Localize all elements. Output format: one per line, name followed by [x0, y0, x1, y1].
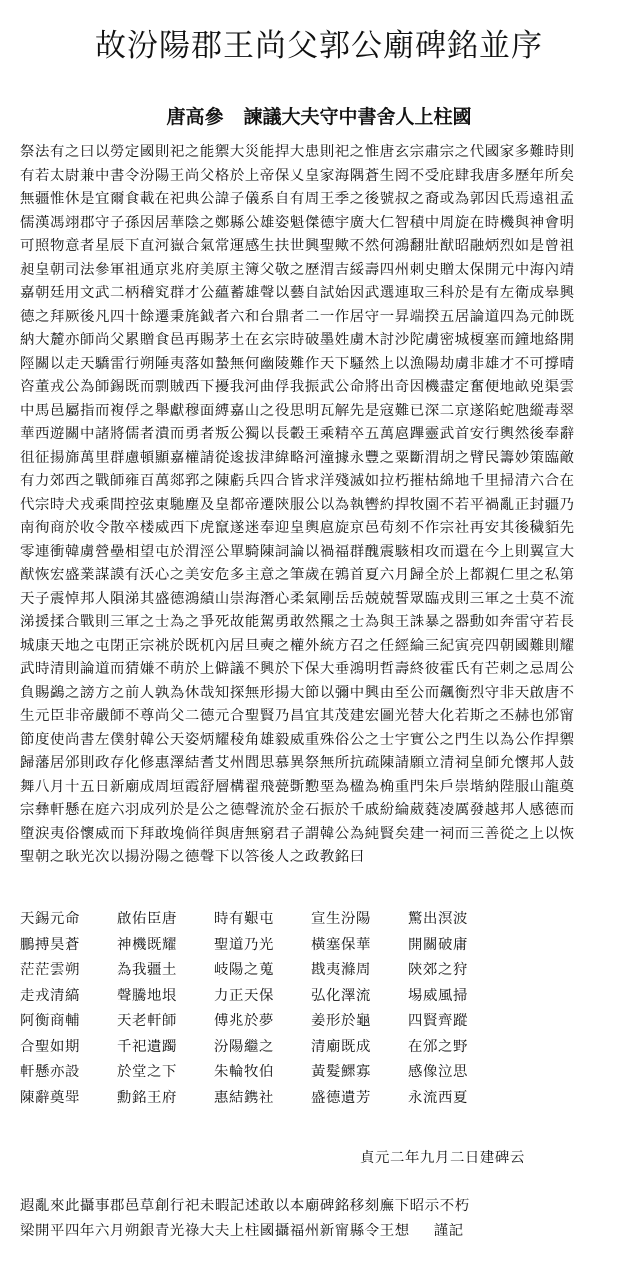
- preface-line: 咨董戎公為師錫既而剽賊西下擾我河曲俘我振武公命將出奇因機盡定奮便地畝兇渠雲: [20, 379, 575, 395]
- verse-phrase: 時有艱屯: [214, 911, 274, 927]
- author-line: [0, 102, 638, 132]
- verse-phrase: 岐陽之蒐: [214, 962, 274, 978]
- verse-phrase: 鵬搏昊蒼: [20, 936, 80, 953]
- verse-phrase: 四賢齊蹤: [408, 1013, 468, 1029]
- colophon-line: 遐亂來此攝事郡邑草創行祀未暇記述敢以本廟碑銘移刻廡下昭示不朽: [20, 1198, 470, 1214]
- verse-phrase: 戡夷滌周: [311, 962, 371, 978]
- verse-phrase: 千祀遺躅: [117, 1038, 177, 1055]
- verse-row: [20, 958, 620, 984]
- inscription-verse: [20, 907, 620, 1111]
- verse-phrase: 姜形於龜: [311, 1013, 371, 1029]
- preface-line: 納大麓亦師尚父累贈食邑再賜茅土在玄宗時破墨姓虜木討沙陀虜密城榎塞而鐘地絡開: [20, 332, 575, 348]
- verse-phrase: 埸威風掃: [408, 987, 468, 1004]
- preface-line: 可照物意者星辰下直河嶽合氣常運感生扶世興聖歟不然何鴻翻壯猷昭融炳烈如是曾祖: [20, 238, 575, 254]
- verse-phrase: 陝郊之狩: [408, 962, 468, 978]
- verse-row: [20, 1086, 620, 1112]
- preface-line: 德之拜厥後凡四十餘遷秉旄鉞者六和台鼎者二一作居守一昇端揆五居論道四為元帥既: [20, 308, 575, 325]
- verse-phrase: 黃髮鰥寡: [311, 1064, 371, 1080]
- verse-row: [20, 1035, 620, 1061]
- verse-phrase: 感像泣思: [408, 1064, 468, 1080]
- verse-phrase: 走戎清縞: [20, 987, 80, 1004]
- verse-phrase: 軒懸亦設: [20, 1064, 80, 1080]
- verse-phrase: 永流西夏: [408, 1089, 468, 1106]
- preface-text: [20, 141, 620, 870]
- preface-line: 猷恢宏盛業謀謨有沃心之美安危多主意之筆歲在鶉首夏六月歸全於上都親仁里之私第: [20, 567, 575, 583]
- verse-row: [20, 907, 620, 933]
- verse-phrase: 宣生汾陽: [311, 911, 371, 927]
- preface-line: 舞八月十五日新廟成周垣霞舒層構翟飛甍斲懃堊為楹為桷重門朱戶崇堦納陛服山龍奠: [20, 778, 575, 795]
- preface-line: 武時清則論道而猜嫌不萌於上僻議不興於下保大垂鴻明哲壽終彼霍氏有芒刺之忌周公: [20, 661, 575, 677]
- preface-line: 聖朝之耿光次以揚汾陽之德聲下以答後人之政教銘曰: [20, 849, 365, 865]
- preface-line: 墮涙夷俗懷威而下拜敢堍倘徉與唐無窮君子謂韓公為純賢矣建一祠而三善從之上以恢: [20, 825, 575, 842]
- preface-line: 無疆惟休是宜爾食載在祀典公諱子儀系自有周王季之後號叔之裔或為郭因氏焉遠祖孟: [20, 191, 575, 207]
- verse-phrase: 開關破庸: [408, 936, 468, 953]
- verse-phrase: 橫塞保華: [311, 936, 371, 953]
- preface-line: 宗彝軒懸在庭六羽成列於是公之德聲流於金石振於千戚紛綸葳蕤凌厲發越邦人感德而: [20, 802, 575, 818]
- verse-phrase: 朱輪牧伯: [214, 1064, 274, 1080]
- preface-line: 有若太尉兼中書令汾陽王尚父格於上帝保乂皇家海隅蒼生罔不受庇肆我唐多歷年所矣: [20, 167, 575, 184]
- verse-phrase: 弘化澤流: [311, 987, 371, 1004]
- page-title: 故汾陽郡王尚父郭公廟碑銘並序: [95, 28, 543, 64]
- colophon: [20, 1194, 620, 1244]
- preface-line: 徂征揚旆萬里群慮頓顯嘉權請從逡拔津緯略河潼據永豐之粟斷渭胡之臂民籌妙策臨敵: [20, 449, 575, 466]
- verse-phrase: 為我疆土: [117, 962, 177, 978]
- verse-phrase: 驚出溟波: [408, 911, 468, 927]
- verse-phrase: 汾陽繼之: [214, 1038, 274, 1055]
- author-name: 唐高參: [166, 106, 224, 128]
- verse-phrase: 聲騰地垠: [117, 987, 177, 1004]
- verse-phrase: 天錫元命: [20, 911, 80, 927]
- verse-phrase: 啟佑臣唐: [117, 911, 177, 927]
- verse-phrase: 聖道乃光: [214, 936, 274, 953]
- verse-phrase: 力正天保: [214, 987, 274, 1004]
- preface-line: 天子震悼邦人隕涕其盛德鴻績山崇海潛心柔氣剛岳岳兢兢誓眾臨戎則三軍之士莫不流: [20, 590, 575, 607]
- verse-row: [20, 984, 620, 1010]
- verse-phrase: 清廟既成: [311, 1038, 371, 1055]
- preface-line: 代宗時犬戎乘間控弦東馳塵及皇都帝遷陝服公以為執轡約捍牧園不若平禍亂正封疆乃: [20, 496, 575, 513]
- verse-phrase: 天老軒師: [117, 1013, 177, 1029]
- verse-phrase: 傅兆於夢: [214, 1013, 274, 1029]
- preface-line: 陘關以走天驕雷行朔陲夷落如蟄無何幽陵難作天下騷然上以漁陽劫虜非雄才不可撐晴: [20, 355, 575, 372]
- preface-line: 祭法有之曰以勞定國則祀之能禦大災能捍大患則祀之惟唐玄宗肅宗之代國家多難時則: [20, 144, 575, 160]
- preface-line: 南徇商於收令散卒楼威西下虎竄遂迷奉迎皇輿扈旋京邑苟刻不作宗社再安其後穢貊先: [20, 520, 575, 536]
- verse-phrase: 於堂之下: [117, 1064, 177, 1080]
- verse-phrase: 惠結鎸社: [214, 1089, 274, 1106]
- preface-line: 節度使尚書左僕射韓公天姿炳耀稜角雄毅威重殊俗公之士宇實公之門生以為公作捍禦: [20, 731, 575, 748]
- verse-phrase: 阿衡商輔: [20, 1013, 80, 1029]
- colophon-author: 梁開平四年六月朔銀青光祿大夫上柱國攝福州新甯縣令王想: [20, 1223, 410, 1239]
- preface-line: 涕援揉合戰則三軍之士為之爭死故能駕勇敢然羆之士為與王誅暴之器動如奔雷守若長: [20, 614, 575, 630]
- preface-line: 城康天地之屯閉正宗祧於既杌內居旦奭之權外統方召之任經綸三紀寅亮四朝國難則耀: [20, 637, 575, 654]
- preface-line: 中馬邑屬指而複俘之舉獻穆面縛嘉山之役思明瓦解先是寇難已深二京遂陷蛇虺縱毒翠: [20, 402, 575, 419]
- verse-phrase: 神機既耀: [117, 936, 177, 953]
- verse-phrase: 勳銘王府: [117, 1089, 177, 1106]
- preface-line: 有力郊西之戰師雍百萬郯郛之陳虧兵四合皆求洋殘滅如拉朽摧枯綿地千里掃清六合在: [20, 473, 575, 489]
- preface-line: 負賜鷁之謗方之前人孰為休哉知探無形揚大節以彌中興由至公而飆衡烈守非天啟唐不: [20, 684, 575, 701]
- colophon-line: [20, 1219, 620, 1244]
- verse-row: [20, 1009, 620, 1035]
- verse-row: [20, 1060, 620, 1086]
- verse-phrase: 合聖如期: [20, 1038, 80, 1055]
- verse-phrase: 盛德遺芳: [311, 1089, 371, 1106]
- preface-line: 零連衝韓虜營壘相望屯於渭涇公單騎陳詞論以禍福群醜震駭相攻而還在今上則翼宣大: [20, 543, 575, 560]
- preface-line: 嘉朝廷用文武二柄稽䆒群才公蘊蓄雄聲以藝自試始因武選連取三科於是有左衛成皋興: [20, 285, 575, 301]
- preface-line: 儒漢馮翊郡守子孫因居華陰之鄭縣公雄姿魁傑德宇廣大仁智積中周旋在時機與神會明: [20, 214, 575, 231]
- verse-phrase: 陳辭奠斝: [20, 1089, 80, 1106]
- verse-row: [20, 933, 620, 959]
- preface-line: 昶皇朝司法參軍祖通京兆府美原主簿父敬之歷渭吉綏壽四州刺史贈太保開元中海內靖: [20, 261, 575, 278]
- preface-line: 華西遊關中諸將儒者潰而勇者叛公獨以長轂王乘精卒五萬扈蹕靈武首安行輿然後奉辭: [20, 426, 575, 442]
- verse-phrase: 茫茫雲朔: [20, 962, 80, 978]
- colophon-signature: 謹記: [433, 1223, 464, 1239]
- erection-date: 貞元二年九月二日建碑云: [360, 1150, 525, 1166]
- preface-line: 生元臣非帝嚴師不尊尚父二德元合聖賢乃昌宜其茂建宏圖光替大化若斯之丕赫也邠甯: [20, 708, 575, 724]
- author-office: 諫議大夫守中書舍人上柱國: [243, 106, 472, 128]
- verse-phrase: 在邠之野: [408, 1038, 468, 1055]
- preface-line: 歸藩居邠則政存化修惠澤結耆艾州閭思慕異祭無所抗疏陳請願立清祠皇師允懷邦人鼓: [20, 755, 575, 771]
